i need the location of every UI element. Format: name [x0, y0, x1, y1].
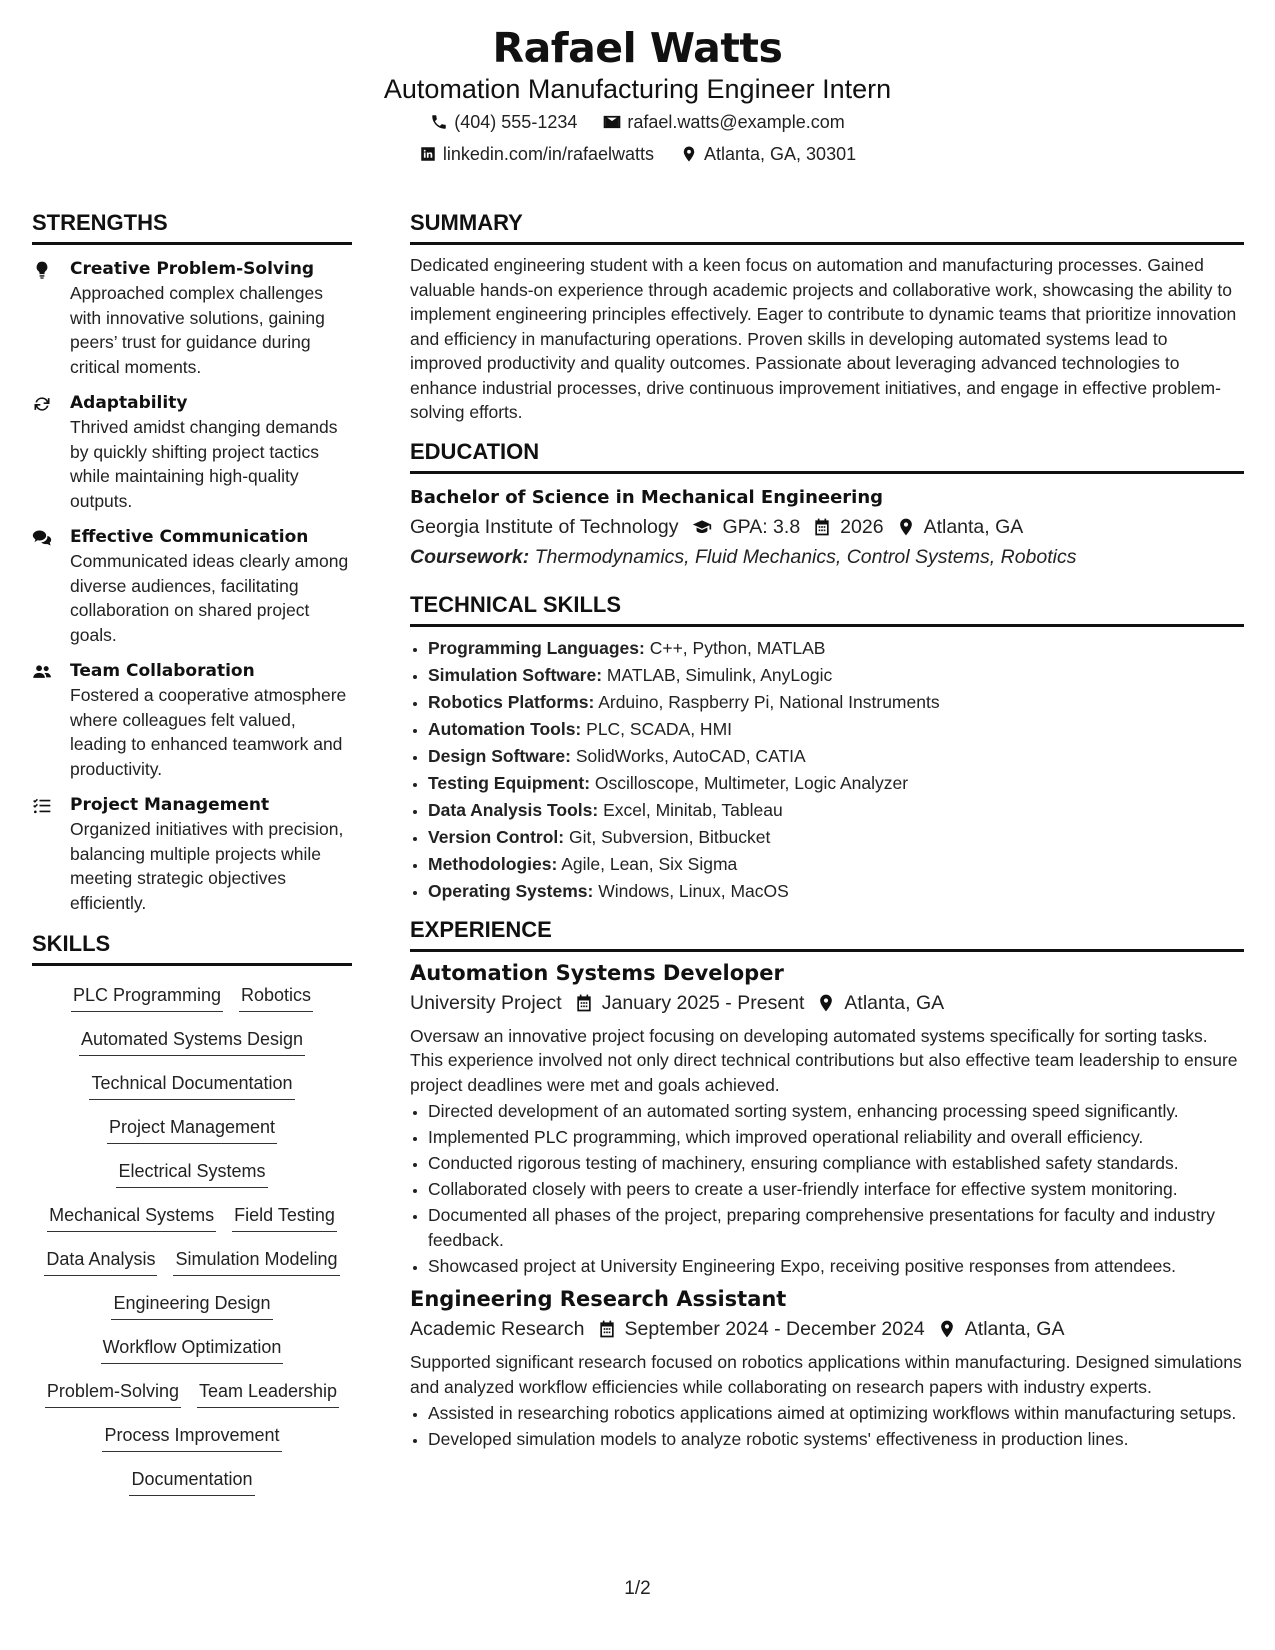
section-divider [410, 471, 1244, 474]
job-entry [410, 958, 1244, 1279]
skill-category: Simulation Software: [428, 664, 603, 685]
list-item: • Directed development of an automated sorting system, enhancing processing speed significantly. [428, 1099, 1244, 1124]
strength-title: Creative Problem-Solving [70, 259, 315, 279]
coursework-line [410, 542, 1244, 572]
education-section [410, 437, 1244, 572]
strengths-section [32, 208, 352, 915]
skill-tag: Team Leadership [197, 1376, 339, 1408]
list-item [428, 770, 1244, 797]
strength-title: Project Management [70, 795, 270, 815]
skill-values: Oscilloscope, Multimeter, Logic Analyzer [594, 772, 909, 793]
phone-icon [430, 113, 448, 131]
job-location: Atlanta, GA [844, 991, 945, 1014]
list-item: • Implemented PLC programming, which improved operational reliability and overall efficiency. [428, 1125, 1244, 1150]
strength-description: Approached complex challenges with innovative solutions, gaining peers’ trust for guidance during critical moments. [70, 283, 325, 377]
map-marker-icon [937, 1319, 957, 1339]
skill-values: PLC, SCADA, HMI [586, 718, 733, 739]
technical-skills-heading: TECHNICAL SKILLS [410, 591, 622, 617]
sync-icon [32, 394, 52, 414]
page-number: 1/2 [624, 1578, 651, 1599]
contact-linkedin[interactable] [419, 138, 654, 170]
skill-values: Windows, Linux, MacOS [598, 880, 789, 901]
skill-tag: Automated Systems Design [79, 1024, 305, 1056]
skill-category: Operating Systems: [428, 880, 594, 901]
skill-values: C++, Python, MATLAB [649, 637, 826, 658]
skill-tag: Problem-Solving [45, 1376, 181, 1408]
strength-item [32, 525, 352, 647]
skill-tag: PLC Programming [71, 980, 223, 1012]
list-item [428, 824, 1244, 851]
list-item: • Documented all phases of the project, preparing comprehensive presentations for faculty and industry feedback. [428, 1203, 1244, 1252]
list-item [428, 797, 1244, 824]
skill-category: Automation Tools: [428, 718, 582, 739]
skill-category: Methodologies: [428, 853, 558, 874]
strength-item [32, 391, 352, 513]
skill-values: Git, Subversion, Bitbucket [569, 826, 771, 847]
technical-skills-list [410, 635, 1244, 905]
education-meta [410, 512, 1244, 542]
skill-values: Agile, Lean, Six Sigma [561, 853, 738, 874]
tasks-icon [32, 796, 52, 816]
contact-location [680, 138, 856, 170]
list-item [428, 635, 1244, 662]
school-name: Georgia Institute of Technology [410, 515, 679, 538]
list-item: • Collaborated closely with peers to create a user-friendly interface for effective system monitoring. [428, 1177, 1244, 1202]
list-item [428, 851, 1244, 878]
job-location: Atlanta, GA [964, 1318, 1065, 1340]
graduation-year: 2026 [840, 515, 884, 538]
skill-values: MATLAB, Simulink, AnyLogic [606, 664, 833, 685]
summary-text: Dedicated engineering student with a keen focus on automation and manufacturing processes. Gained valuable hands-on experience through academic projects and collaborative work, showcasing the ability to implement engineering principles effectively. Eager to contribute to dynamic teams that prioritize innovation and efficiency in manufacturing operations. Proven skills in developing automated systems lead to improved productivity and quality outcomes. Passionate about leveraging advanced technologies to enhance industrial processes, drive continuous improvement initiatives, and engage in effective problem-solving efforts. [410, 255, 1237, 422]
location-text: Atlanta, GA, 30301 [704, 144, 857, 164]
strength-title: Adaptability [70, 393, 188, 413]
candidate-title: Automation Manufacturing Engineer Intern [383, 74, 892, 104]
skill-category: Design Software: [428, 745, 571, 766]
experience-section [410, 915, 1244, 1452]
degree-title: Bachelor of Science in Mechanical Engineering [410, 486, 884, 508]
list-item [428, 878, 1244, 905]
linkedin-icon [419, 145, 437, 163]
envelope-icon [603, 113, 621, 131]
section-divider [32, 242, 352, 245]
skill-tag: Technical Documentation [89, 1068, 294, 1100]
section-divider [32, 963, 352, 966]
map-marker-icon [816, 993, 836, 1013]
skill-tag: Electrical Systems [116, 1156, 267, 1188]
skill-tag: Process Improvement [102, 1420, 281, 1452]
job-bullets [410, 1401, 1244, 1452]
skill-tag: Simulation Modeling [173, 1244, 339, 1276]
job-org: University Project [410, 991, 562, 1014]
list-item [428, 689, 1244, 716]
job-summary: Oversaw an innovative project focusing on developing automated systems specifically for sorting tasks. This experience involved not only direct technical contributions but also effective team leadership to ensure project deadlines were met and goals achieved. [410, 1025, 1238, 1095]
education-heading: EDUCATION [410, 438, 540, 464]
strength-item [32, 793, 352, 915]
contact-email[interactable] [603, 106, 844, 138]
job-summary: Supported significant research focused on robotics applications within manufacturing. Designed simulations and analyzed workflow efficiencies while collaborating on research papers with industry experts. [410, 1352, 1242, 1397]
skill-tag: Mechanical Systems [47, 1200, 216, 1232]
skill-values: SolidWorks, AutoCAD, CATIA [575, 745, 806, 766]
list-item [428, 662, 1244, 689]
strength-title: Effective Communication [70, 527, 309, 547]
strength-item [32, 659, 352, 781]
skill-values: Excel, Minitab, Tableau [603, 799, 783, 820]
phone-text: (404) 555-1234 [454, 112, 578, 132]
skill-tag: Workflow Optimization [101, 1332, 284, 1364]
section-divider [410, 242, 1244, 245]
strength-description: Thrived amidst changing demands by quickly shifting project tactics while maintaining high-quality outputs. [70, 417, 338, 511]
coursework-label: Coursework: [410, 545, 530, 568]
users-icon [32, 662, 52, 682]
skill-category: Robotics Platforms: [428, 691, 595, 712]
candidate-name: Rafael Watts [492, 24, 783, 72]
job-org: Academic Research [410, 1318, 585, 1340]
section-divider [410, 624, 1244, 627]
job-title: Engineering Research Assistant [410, 1287, 787, 1311]
resume-header [0, 22, 1275, 170]
list-item: • Conducted rigorous testing of machinery, ensuring compliance with established safety standards. [428, 1151, 1244, 1176]
calendar-icon [812, 517, 832, 537]
calendar-icon [597, 1319, 617, 1339]
gpa-text: GPA: 3.8 [722, 515, 801, 538]
list-item: • Showcased project at University Engineering Expo, receiving positive responses from attendees. [428, 1254, 1244, 1279]
lightbulb-icon [32, 260, 52, 280]
map-marker-icon [896, 517, 916, 537]
graduation-cap-icon [690, 517, 714, 537]
skill-tag: Field Testing [232, 1200, 337, 1232]
map-marker-icon [680, 145, 698, 163]
contact-row-2 [0, 138, 1275, 170]
skill-category: Version Control: [428, 826, 565, 847]
list-item [428, 743, 1244, 770]
strength-title: Team Collaboration [70, 661, 255, 681]
skill-category: Data Analysis Tools: [428, 799, 599, 820]
strength-description: Fostered a cooperative atmosphere where colleagues felt valued, leading to enhanced teamwork and productivity. [70, 685, 347, 779]
left-column [32, 208, 352, 1496]
job-dates: January 2025 - Present [601, 991, 805, 1014]
strength-description: Organized initiatives with precision, balancing multiple projects while meeting strategic objectives efficiently. [70, 819, 344, 913]
strengths-heading: STRENGTHS [32, 210, 168, 235]
strength-item [32, 257, 352, 379]
technical-skills-section [410, 590, 1244, 905]
right-column [410, 208, 1244, 1453]
skill-tag: Data Analysis [44, 1244, 157, 1276]
list-item [428, 716, 1244, 743]
job-meta [410, 988, 1244, 1018]
skill-tag: Project Management [107, 1112, 277, 1144]
comments-icon [32, 528, 52, 548]
strength-description: Communicated ideas clearly among diverse audiences, facilitating collaboration on shared project goals. [70, 551, 349, 645]
school-location: Atlanta, GA [923, 515, 1024, 538]
skill-category: Programming Languages: [428, 637, 645, 658]
skill-values: Arduino, Raspberry Pi, National Instruments [598, 691, 940, 712]
job-entry [410, 1284, 1244, 1452]
linkedin-text: linkedin.com/in/rafaelwatts [442, 144, 654, 164]
calendar-icon [574, 993, 594, 1013]
list-item: • Assisted in researching robotics applications aimed at optimizing workflows within manufacturing setups. [428, 1401, 1244, 1426]
section-divider [410, 949, 1244, 952]
skills-heading: SKILLS [32, 931, 111, 956]
skill-category: Testing Equipment: [428, 772, 591, 793]
contact-phone [430, 106, 577, 138]
summary-heading: SUMMARY [410, 210, 523, 235]
skills-section [32, 929, 352, 1496]
skill-tag: Engineering Design [111, 1288, 272, 1320]
job-title: Automation Systems Developer [410, 960, 784, 985]
skill-tag: Robotics [239, 980, 313, 1012]
contact-row-1 [0, 106, 1275, 138]
experience-heading: EXPERIENCE [410, 916, 552, 942]
list-item: • Developed simulation models to analyze robotic systems' effectiveness in production lines. [428, 1427, 1244, 1452]
job-meta [410, 1314, 1244, 1344]
job-bullets [410, 1099, 1244, 1278]
job-dates: September 2024 - December 2024 [624, 1318, 925, 1340]
skills-list [32, 980, 352, 1496]
email-text: rafael.watts@example.com [627, 112, 845, 132]
summary-section [410, 208, 1244, 425]
coursework-list: Thermodynamics, Fluid Mechanics, Control Systems, Robotics [534, 545, 1077, 568]
skill-tag: Documentation [129, 1464, 254, 1496]
